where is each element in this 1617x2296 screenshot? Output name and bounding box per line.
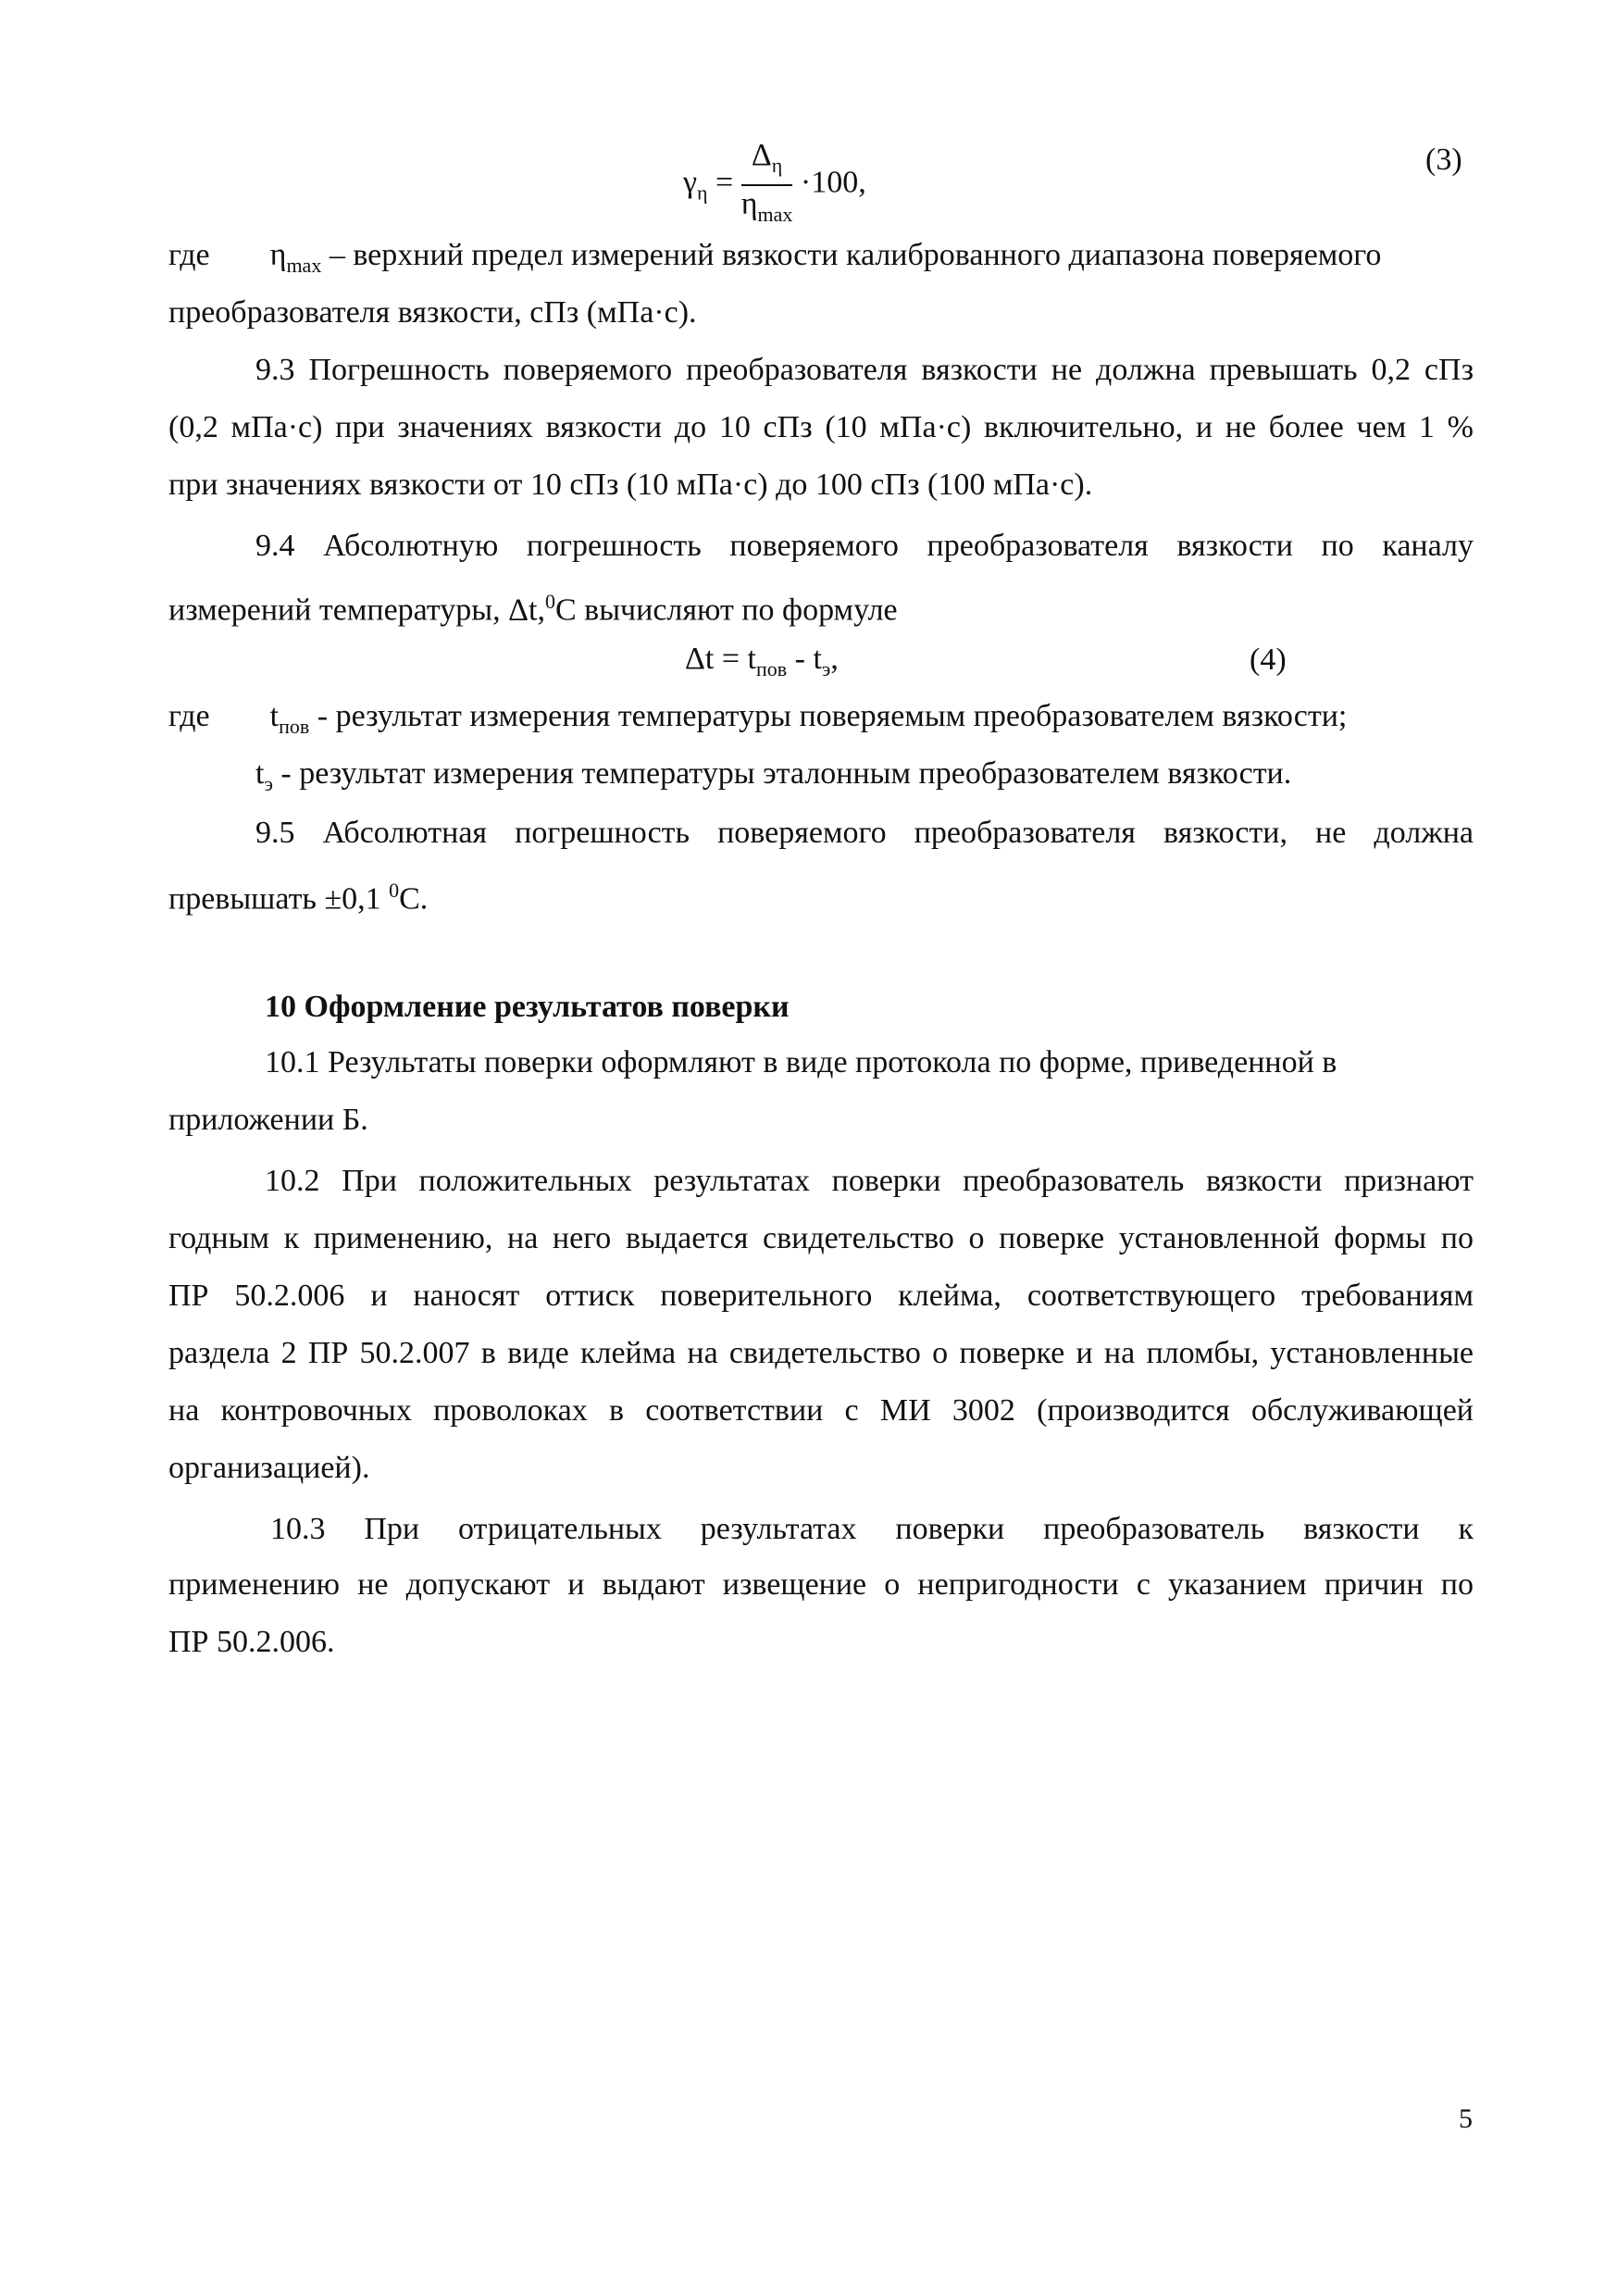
para-9-4-line-2: измерений температуры, Δt,$^0$С вычисляют по формуле <box>168 590 898 628</box>
formula-4: $\Delta t = t_{пов} - t_э$, <box>685 642 839 680</box>
equation-number-3: (3) <box>1425 143 1462 177</box>
formula-3-lhs-sub: η <box>697 181 708 205</box>
para-9-3-line-3: при значениях вязкости от 10 сПз (10 мПа·с) до 100 сПз (100 мПа·с). <box>168 468 1093 502</box>
equation-number-4: (4) <box>1250 643 1287 677</box>
formula-3 <box>683 137 866 233</box>
para-10-2-line-5: на контровочных проволоках в соответствии с МИ 3002 (производится обслуживающей <box>168 1393 1474 1428</box>
formula-3-fraction <box>741 137 793 233</box>
where-keyword: где <box>168 238 210 272</box>
para-10-2-line-4: раздела 2 ПР 50.2.007 в виде клейма на свидетельство о поверке и на пломбы, установленные <box>168 1336 1474 1370</box>
para-10-1-line-1: 10.1 Результаты поверки оформляют в виде протокола по форме, приведенной в <box>265 1045 1337 1079</box>
para-9-4-line-1: 9.4 Абсолютную погрешность поверяемого преобразователя вязкости по каналу <box>255 529 1474 563</box>
para-10-2-line-6: организацией). <box>168 1451 370 1485</box>
formula-3-numerator: $\Delta_\eta$ <box>741 137 793 186</box>
para-10-2-line-3: ПР 50.2.006 и наносят оттиск поверительного клейма, соответствующего требованиям <box>168 1279 1474 1313</box>
para-9-5-line-2: превышать ±0,1 $^0$С. <box>168 879 429 917</box>
t-pov-symbol: $t_{пов}$ <box>269 699 310 738</box>
para-9-3-line-2: (0,2 мПа·с) при значениях вязкости до 10 сПз (10 мПа·с) включительно, и не более чем 1 % <box>168 410 1474 444</box>
para-10-3-line-3: ПР 50.2.006. <box>168 1625 335 1659</box>
where-tpov-line: где $t_{пов}$ - результат измерения температуры поверяемым преобразователем вязкости; <box>168 699 1348 738</box>
para-9-3-line-1: 9.3 Погрешность поверяемого преобразователя вязкости не должна превышать 0,2 сПз <box>255 353 1474 387</box>
para-10-3-line-2: применению не допускают и выдают извещение о непригодности с указанием причин по <box>168 1567 1474 1602</box>
page-number: 5 <box>1459 2103 1473 2134</box>
formula-3-denominator: $\eta_{max}$ <box>740 186 793 226</box>
formula-3-lhs: γ <box>683 165 698 200</box>
para-10-3-line-1: 10.3 При отрицательных результатах поверки преобразователь вязкости к <box>270 1512 1474 1546</box>
para-10-2-line-1: 10.2 При положительных результатах поверки преобразователь вязкости признают <box>265 1164 1474 1198</box>
t-e-description: - результат измерения температуры эталонным преобразователем вязкости. <box>280 756 1292 791</box>
para-9-5-line-1: 9.5 Абсолютная погрешность поверяемого преобразователя вязкости, не должна <box>255 816 1474 850</box>
para-10-1-line-2: приложении Б. <box>168 1103 368 1137</box>
para-10-2-line-2: годным к применению, на него выдается свидетельство о поверке установленной формы по <box>168 1221 1474 1255</box>
eta-max-description-cont: преобразователя вязкости, сПз (мПа·с). <box>168 295 697 330</box>
eta-max-symbol: $\eta_{max}$ <box>269 238 322 277</box>
t-e-symbol: $t_э$ <box>255 756 273 795</box>
eta-max-description: – верхний предел измерений вязкости калиброванного диапазона поверяемого <box>329 238 1382 272</box>
t-pov-description: - результат измерения температуры поверяемым преобразователем вязкости; <box>317 699 1348 733</box>
formula-3-equals: = <box>715 165 734 200</box>
where-te-line <box>255 754 1291 805</box>
where-eta-line <box>168 235 1474 286</box>
formula-3-tail: ·100, <box>800 165 866 200</box>
section-10-heading: 10 Оформление результатов поверки <box>265 990 790 1024</box>
